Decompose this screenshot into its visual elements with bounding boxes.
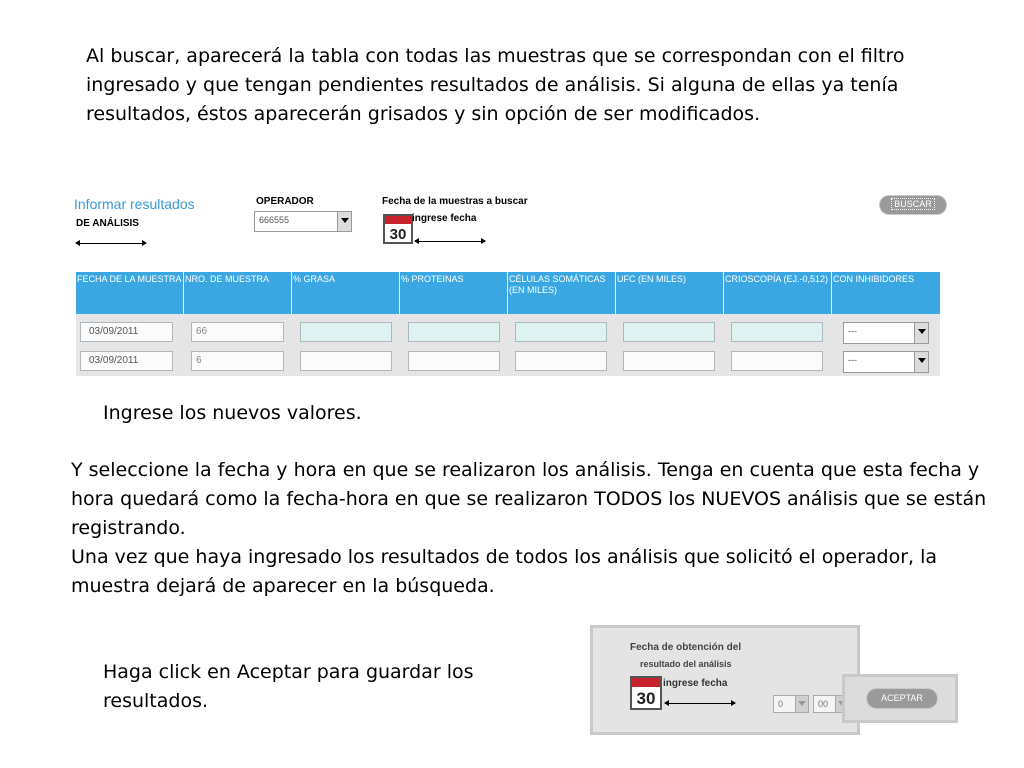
nro-cell: 6 [191, 351, 284, 371]
chevron-down-icon [914, 323, 928, 343]
instruction-date-time [71, 456, 1011, 601]
calendar-icon[interactable] [383, 214, 413, 244]
accept-highlight [842, 674, 958, 723]
inhibidores-select[interactable] [843, 351, 929, 373]
ingrese-fecha-label: ingrese fecha [663, 678, 728, 689]
proteinas-input[interactable] [408, 351, 500, 371]
celulas-input[interactable] [515, 351, 607, 371]
header-celulas: CÉLULAS SOMÁTICAS (EN MILES) [507, 272, 615, 314]
inhibidores-value: --- [848, 326, 857, 336]
header-nro: NRO. DE MUESTRA [183, 272, 291, 314]
operador-value: 666555 [259, 215, 290, 225]
header-crioscopia: CRIOSCOPÍA (EJ.-0,512) [723, 272, 831, 314]
search-screenshot [70, 186, 950, 382]
crioscopia-input[interactable] [731, 351, 823, 371]
header-proteinas: % PROTEINAS [399, 272, 507, 314]
instruction-new-values: Ingrese los nuevos valores. [103, 402, 362, 424]
ufc-input[interactable] [623, 322, 715, 342]
operador-label: OPERADOR [256, 196, 314, 207]
instruction-accept: Haga click en Aceptar para guardar los resultados. [103, 661, 474, 712]
aceptar-button[interactable]: ACEPTAR [867, 689, 937, 708]
calendar-day: 30 [636, 689, 656, 708]
buscar-label: BUSCAR [891, 198, 935, 210]
inhibidores-value: --- [848, 355, 857, 365]
table-header [76, 272, 940, 314]
fecha-label: Fecha de la muestras a buscar [382, 196, 528, 207]
nro-cell: 66 [191, 322, 284, 342]
minute-value: 00 [818, 699, 829, 709]
obtencion-label-line2: resultado del análisis [640, 659, 732, 669]
chevron-down-icon [337, 212, 351, 231]
accept-screenshot [590, 625, 860, 735]
fecha-cell: 03/09/2011 [80, 322, 173, 342]
instruction-operator-paragraph: Una vez que haya ingresado los resultados de todos los análisis que solicitó el operador, la muestra dejará de aparecer en la búsqueda. [71, 546, 938, 597]
grasa-input[interactable] [300, 322, 392, 342]
double-arrow-icon [76, 243, 146, 244]
operador-select[interactable] [254, 211, 352, 232]
results-table [76, 272, 940, 376]
ingrese-fecha-label: ingrese fecha [412, 213, 477, 224]
ufc-input[interactable] [623, 351, 715, 371]
calendar-icon[interactable] [630, 676, 662, 710]
header-ufc: UFC (EN MILES) [615, 272, 723, 314]
calendar-day: 30 [389, 226, 407, 243]
page-subtitle: DE ANÁLISIS [76, 218, 139, 229]
celulas-input[interactable] [515, 322, 607, 342]
fecha-cell: 03/09/2011 [80, 351, 173, 371]
chevron-down-icon [795, 696, 808, 712]
grasa-input[interactable] [300, 351, 392, 371]
crioscopia-input[interactable] [731, 322, 823, 342]
header-grasa: % GRASA [291, 272, 399, 314]
header-inhibidores: CON INHIBIDORES [831, 272, 940, 314]
obtencion-label-line1: Fecha de obtención del [630, 642, 742, 653]
double-arrow-icon [665, 703, 735, 704]
hour-select[interactable] [773, 695, 809, 713]
hour-value: 0 [778, 699, 784, 709]
inhibidores-select[interactable] [843, 322, 929, 344]
proteinas-input[interactable] [408, 322, 500, 342]
header-fecha: FECHA DE LA MUESTRA [77, 274, 182, 284]
double-arrow-icon [415, 241, 485, 242]
buscar-button[interactable] [880, 196, 946, 214]
intro-paragraph: Al buscar, aparecerá la tabla con todas las muestras que se correspondan con el filtro ingresado y que tengan pendientes resultados de análisis. Si alguna de ellas ya tenía resultados, éstos aparecerán grisados y sin opción de ser modificados. [86, 45, 905, 125]
chevron-down-icon [914, 352, 928, 372]
page-title: Informar resultados [74, 196, 195, 212]
instruction-date-paragraph: Y seleccione la fecha y hora en que se realizaron los análisis. Tenga en cuenta que esta fecha y hora quedará como la fecha-hora en que se realizaron TODOS los NUEVOS análisis que se están registrando. [71, 459, 987, 539]
